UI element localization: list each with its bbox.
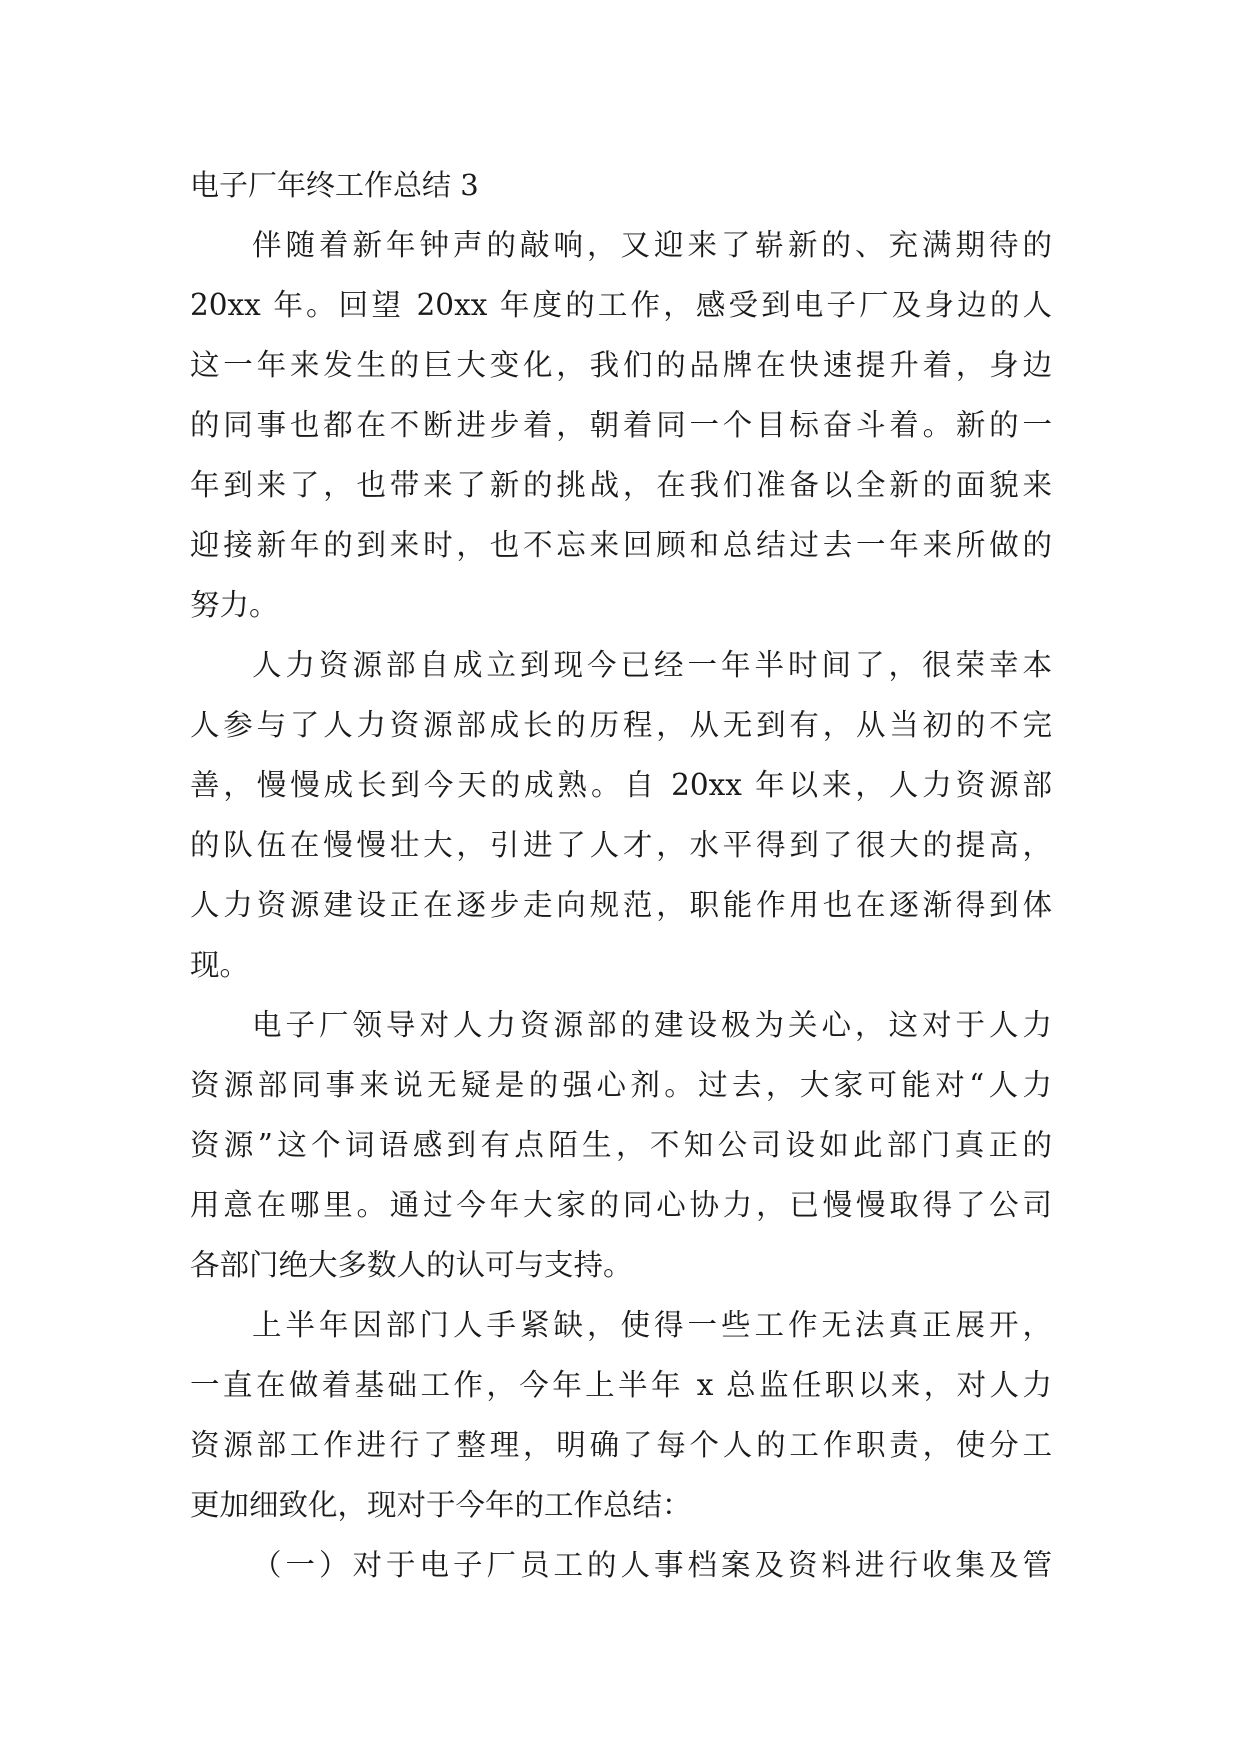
document-title: 电子厂年终工作总结 3 bbox=[190, 168, 479, 202]
text-line: 的同事也都在不断进步着，朝着同一个目标奋斗着。新的一 bbox=[190, 408, 1052, 442]
text-line: 善，慢慢成长到今天的成熟。自 20xx 年以来，人力资源部 bbox=[190, 768, 1052, 802]
text-line: 迎接新年的到来时，也不忘来回顾和总结过去一年来所做的 bbox=[190, 528, 1052, 562]
text-line: 20xx 年。回望 20xx 年度的工作，感受到电子厂及身边的人 bbox=[190, 288, 1052, 322]
text-line: 人力资源建设正在逐步走向规范，职能作用也在逐渐得到体 bbox=[190, 888, 1052, 922]
document-body bbox=[190, 155, 1052, 1595]
text-line: 的队伍在慢慢壮大，引进了人才，水平得到了很大的提高， bbox=[190, 828, 1052, 862]
text-line: 伴随着新年钟声的敲响，又迎来了崭新的、充满期待的 bbox=[252, 228, 1052, 262]
text-line: 资源部同事来说无疑是的强心剂。过去，大家可能对“人力 bbox=[190, 1068, 1052, 1102]
text-line: 人参与了人力资源部成长的历程，从无到有，从当初的不完 bbox=[190, 708, 1052, 742]
text-line: 现。 bbox=[190, 948, 250, 982]
text-line: 人力资源部自成立到现今已经一年半时间了，很荣幸本 bbox=[252, 648, 1052, 682]
paragraph-hr-department-growth bbox=[190, 635, 1052, 995]
paragraph-first-half-work bbox=[190, 1295, 1052, 1535]
text-line: 更加细致化，现对于今年的工作总结： bbox=[190, 1488, 692, 1522]
text-line: 各部门绝大多数人的认可与支持。 bbox=[190, 1248, 633, 1282]
text-line: 用意在哪里。通过今年大家的同心协力，已慢慢取得了公司 bbox=[190, 1188, 1052, 1222]
text-line: 一直在做着基础工作，今年上半年 x 总监任职以来，对人力 bbox=[190, 1368, 1052, 1402]
paragraph-new-year-intro bbox=[190, 215, 1052, 635]
text-line: （一）对于电子厂员工的人事档案及资料进行收集及管 bbox=[252, 1548, 1052, 1582]
paragraph-section-one bbox=[190, 1535, 1052, 1595]
paragraph-leadership-support bbox=[190, 995, 1052, 1295]
text-line: 资源”这个词语感到有点陌生，不知公司设如此部门真正的 bbox=[190, 1128, 1052, 1162]
text-line: 上半年因部门人手紧缺，使得一些工作无法真正展开， bbox=[252, 1308, 1052, 1342]
text-line: 电子厂领导对人力资源部的建设极为关心，这对于人力 bbox=[252, 1008, 1052, 1042]
text-line: 年到来了，也带来了新的挑战，在我们准备以全新的面貌来 bbox=[190, 468, 1052, 502]
text-line: 努力。 bbox=[190, 588, 279, 622]
text-line: 资源部工作进行了整理，明确了每个人的工作职责，使分工 bbox=[190, 1428, 1052, 1462]
text-line: 这一年来发生的巨大变化，我们的品牌在快速提升着，身边 bbox=[190, 348, 1052, 382]
